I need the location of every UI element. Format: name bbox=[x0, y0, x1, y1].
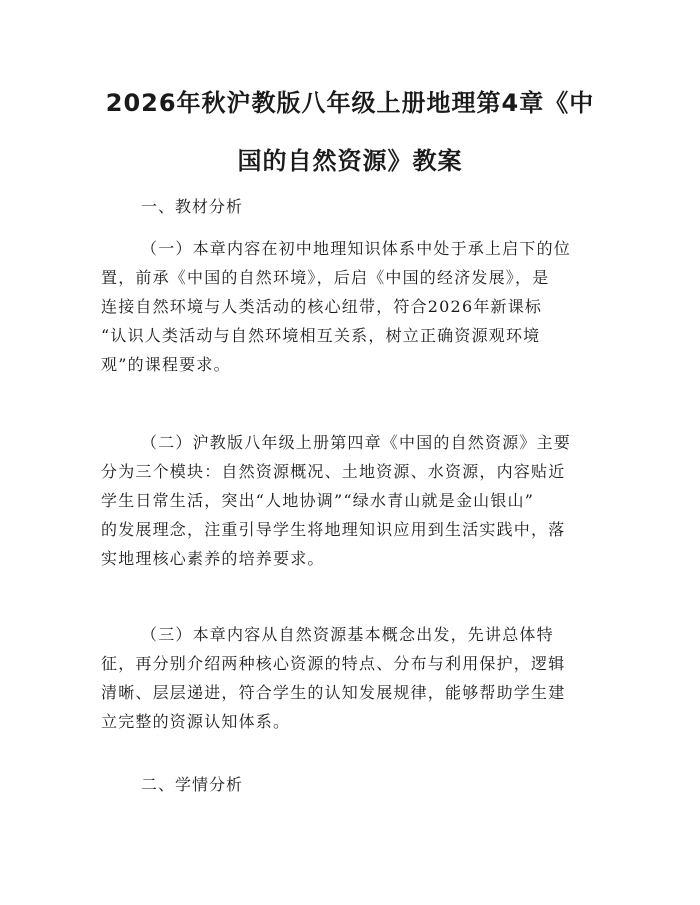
section-heading-textbook-analysis: 一、教材分析 bbox=[141, 197, 244, 216]
paragraph-line: 连接自然环境与人类活动的核心纽带，符合2026年新课标 bbox=[101, 297, 543, 316]
paragraph-line: 立完整的资源认知体系。 bbox=[101, 712, 291, 731]
paragraph-1 bbox=[101, 234, 601, 379]
paragraph-line: 观”的课程要求。 bbox=[101, 355, 231, 374]
paragraph-3 bbox=[101, 620, 601, 736]
paragraph-line: （三）本章内容从自然资源基本概念出发，先讲总体特 bbox=[141, 625, 554, 644]
paragraph-line: 清晰、层层递进，符合学生的认知发展规律，能够帮助学生建 bbox=[101, 683, 566, 702]
paragraph-line: （二）沪教版八年级上册第四章《中国的自然资源》主要 bbox=[141, 433, 572, 452]
paragraph-line: “认识人类活动与自然环境相互关系，树立正确资源观环境 bbox=[101, 326, 541, 345]
paragraph-line: 置，前承《中国的自然环境》，后启《中国的经济发展》，是 bbox=[101, 268, 550, 287]
paragraph-line: 学生日常生活，突出“人地协调”“绿水青山就是金山银山” bbox=[101, 491, 535, 510]
title-line-1: 2026年秋沪教版八年级上册地理第4章《中 bbox=[105, 89, 595, 117]
paragraph-line: （一）本章内容在初中地理知识体系中处于承上启下的位 bbox=[141, 239, 572, 258]
title-line-2: 国的自然资源》教案 bbox=[237, 147, 463, 175]
paragraph-2 bbox=[101, 428, 601, 573]
paragraph-line: 征，再分别介绍两种核心资源的特点、分布与利用保护，逻辑 bbox=[101, 654, 566, 673]
document-title bbox=[100, 74, 600, 190]
paragraph-line: 分为三个模块：自然资源概况、土地资源、水资源，内容贴近 bbox=[101, 462, 566, 481]
paragraph-line: 实地理核心素养的培养要求。 bbox=[101, 549, 325, 568]
paragraph-line: 的发展理念，注重引导学生将地理知识应用到生活实践中，落 bbox=[101, 520, 566, 539]
section-heading-student-analysis: 二、学情分析 bbox=[141, 775, 244, 794]
